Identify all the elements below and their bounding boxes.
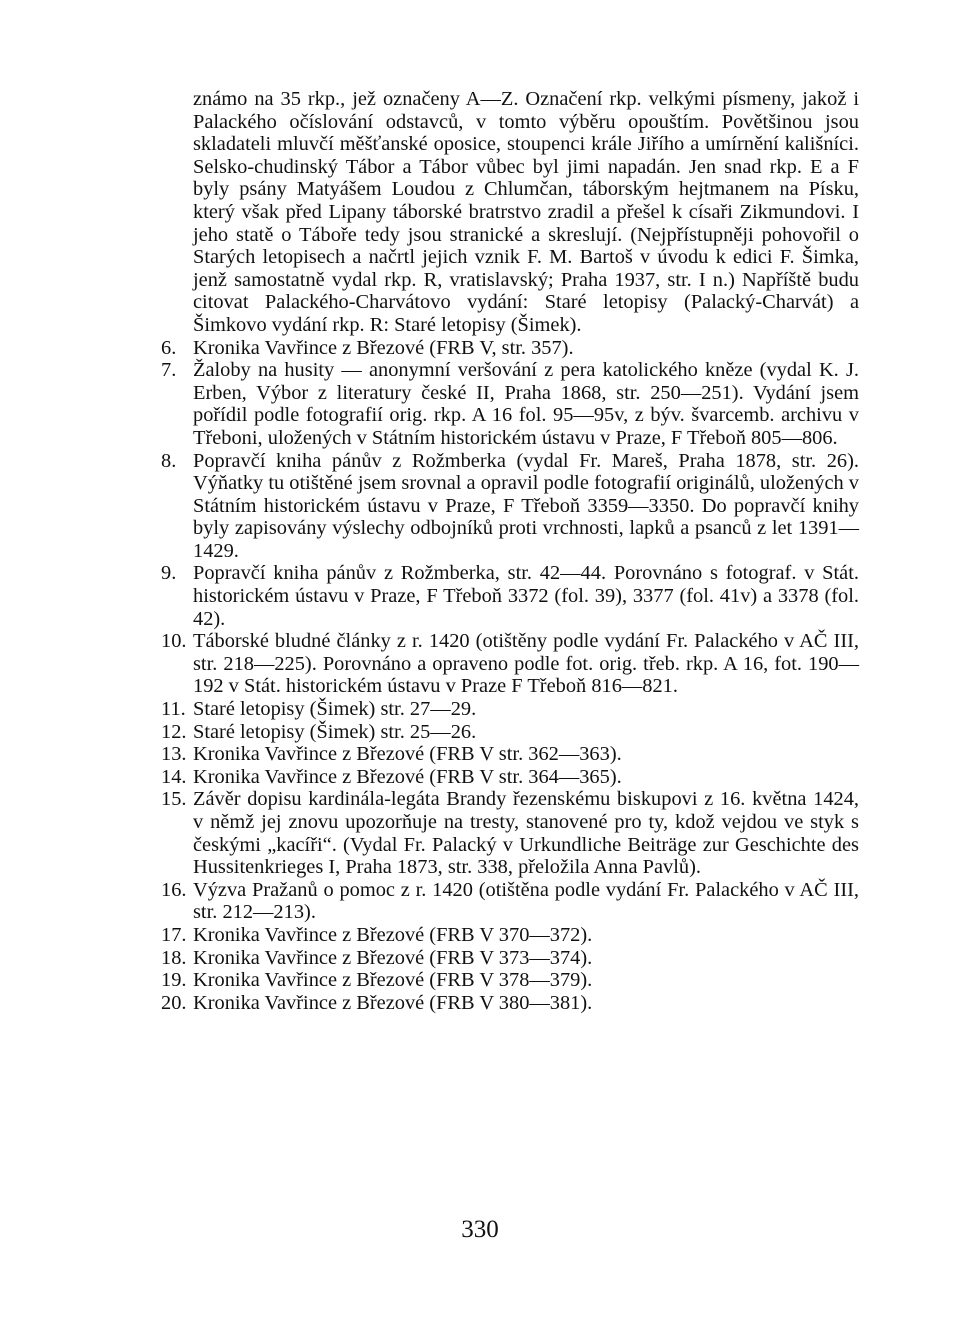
note-number: 16. xyxy=(161,878,187,901)
note-number: 20. xyxy=(161,991,187,1014)
note-item xyxy=(153,924,859,947)
note-text: Výzva Pražanů o pomoc z r. 1420 (otištěna podle vydání Fr. Palackého v AČ III, str. 212—213). xyxy=(193,878,859,924)
note-number: 9. xyxy=(161,562,177,585)
note-number: 14. xyxy=(161,765,187,788)
note-item xyxy=(153,450,859,563)
note-item xyxy=(153,743,859,766)
note-item xyxy=(153,879,859,924)
note-text: Kronika Vavřince z Březové (FRB V str. 362—363). xyxy=(193,743,622,766)
note-item xyxy=(153,337,859,360)
note-text: Kronika Vavřince z Březové (FRB V 378—379). xyxy=(193,969,593,992)
note-number: 17. xyxy=(161,923,187,946)
note-text: Kronika Vavřince z Březové (FRB V str. 364—365). xyxy=(193,765,622,788)
note-item xyxy=(153,698,859,721)
note-item xyxy=(153,947,859,970)
note-item xyxy=(153,721,859,744)
note-item xyxy=(153,630,859,698)
note-item xyxy=(153,359,859,449)
note-text: Kronika Vavřince z Březové (FRB V 380—381). xyxy=(193,991,593,1014)
note-text: Kronika Vavřince z Březové (FRB V, str. 357). xyxy=(193,336,574,359)
note-text: Popravčí kniha pánův z Rožmberka, str. 42—44. Porovnáno s fotograf. v Stát. historickém ústavu v Praze, F Třeboň 3372 (fol. 39), 3377 (fol. 41v) a 3378 (fol. 42). xyxy=(193,562,859,630)
note-text: Staré letopisy (Šimek) str. 27—29. xyxy=(193,698,477,721)
note-text: Kronika Vavřince z Březové (FRB V 370—372). xyxy=(193,923,593,946)
note-number: 19. xyxy=(161,969,187,992)
note-item xyxy=(153,969,859,992)
note-text: Žaloby na husity — anonymní veršování z pera katolického kněze (vydal K. J. Erben, Výbor z literatury české II, Praha 1868, str. 250—251). Vydání jsem pořídil podle fotografií orig. rkp. A 16 fol. 95—95v, z býv. švarcemb. archivu v Třeboni, uložených v Státním historickém ústavu v Praze, F Třeboň 805—806. xyxy=(193,359,859,449)
page-number: 330 xyxy=(461,1216,499,1243)
note-text: Kronika Vavřince z Březové (FRB V 373—374). xyxy=(193,946,593,969)
note-text: Popravčí kniha pánův z Rožmberka (vydal Fr. Mareš, Praha 1878, str. 26). Výňatky tu otištěné jsem srovnal a opravil podle fotografií originálů, uložených v Státním historickém ústavu v Praze, F Třeboň 3359—3350. Do popravčí knihy byly zapisovány výslechy odbojníků proti vrchnosti, lapků a psanců z let 1391—1429. xyxy=(193,449,859,562)
note-text: Staré letopisy (Šimek) str. 25—26. xyxy=(193,720,477,743)
note-number: 15. xyxy=(161,788,187,811)
note-number: 7. xyxy=(161,359,177,382)
note-item xyxy=(153,788,859,878)
note-number: 13. xyxy=(161,743,187,766)
note-item xyxy=(153,992,859,1015)
note-number: 6. xyxy=(161,336,177,359)
note-item xyxy=(153,562,859,630)
note-text: Závěr dopisu kardinála-legáta Brandy řezenskému biskupovi z 16. května 1424, v němž jej znovu upozorňuje na tresty, stanovené pro ty, kdož vejdou ve styk s českými „kacíři“. (Vydal Fr. Palacký v Urkundliche Beiträge zur Geschichte des Hussitenkrieges I, Praha 1873, str. 338, přeložila Anna Pavlů). xyxy=(193,788,859,879)
note-text: Táborské bludné články z r. 1420 (otištěny podle vydání Fr. Palackého v AČ III, str. 218—225). Porovnáno a opraveno podle fot. orig. třeb. rkp. A 16, fot. 190—192 v Stát. historickém ústavu v Praze F Třeboň 816—821. xyxy=(193,630,859,698)
intro-paragraph: známo na 35 rkp., jež označeny A—Z. Označení rkp. velkými písmeny, jakož i Palackého očíslování odstavců, v tomto výběru opouštím. Povětšinou jsou skladateli mluvčí měšťanské oposice, stoupenci krále Jiřího a umírnění kališníci. Selsko-chudinský Tábor a Tábor vůbec byl jimi napadán. Jen snad rkp. E a F byly psány Matyášem Loudou z Chlumčan, táborským hejtmanem na Písku, který však před Lipany táborské bratrstvo zradil a přešel k císaři Zikmundovi. I jeho statě o Táboře tedy jsou stranické a skreslují. (Nejpřístupněji pohovořil o Starých letopisech a načrtl jejich vznik F. M. Bartoš v úvodu k edici F. Šimka, jenž samostatně vydal rkp. R, vratislavský; Praha 1937, str. I n.) Napříště budu citovat Palackého-Charvátovo vydání: Staré letopisy (Palacký-Charvát) a Šimkovo vydání rkp. R: Staré letopisy (Šimek). xyxy=(193,88,859,336)
note-item xyxy=(153,766,859,789)
note-number: 12. xyxy=(161,720,187,743)
notes-column xyxy=(153,88,859,1014)
note-number: 11. xyxy=(161,698,186,721)
note-number: 8. xyxy=(161,449,177,472)
note-number: 10. xyxy=(161,630,187,653)
note-number: 18. xyxy=(161,946,187,969)
